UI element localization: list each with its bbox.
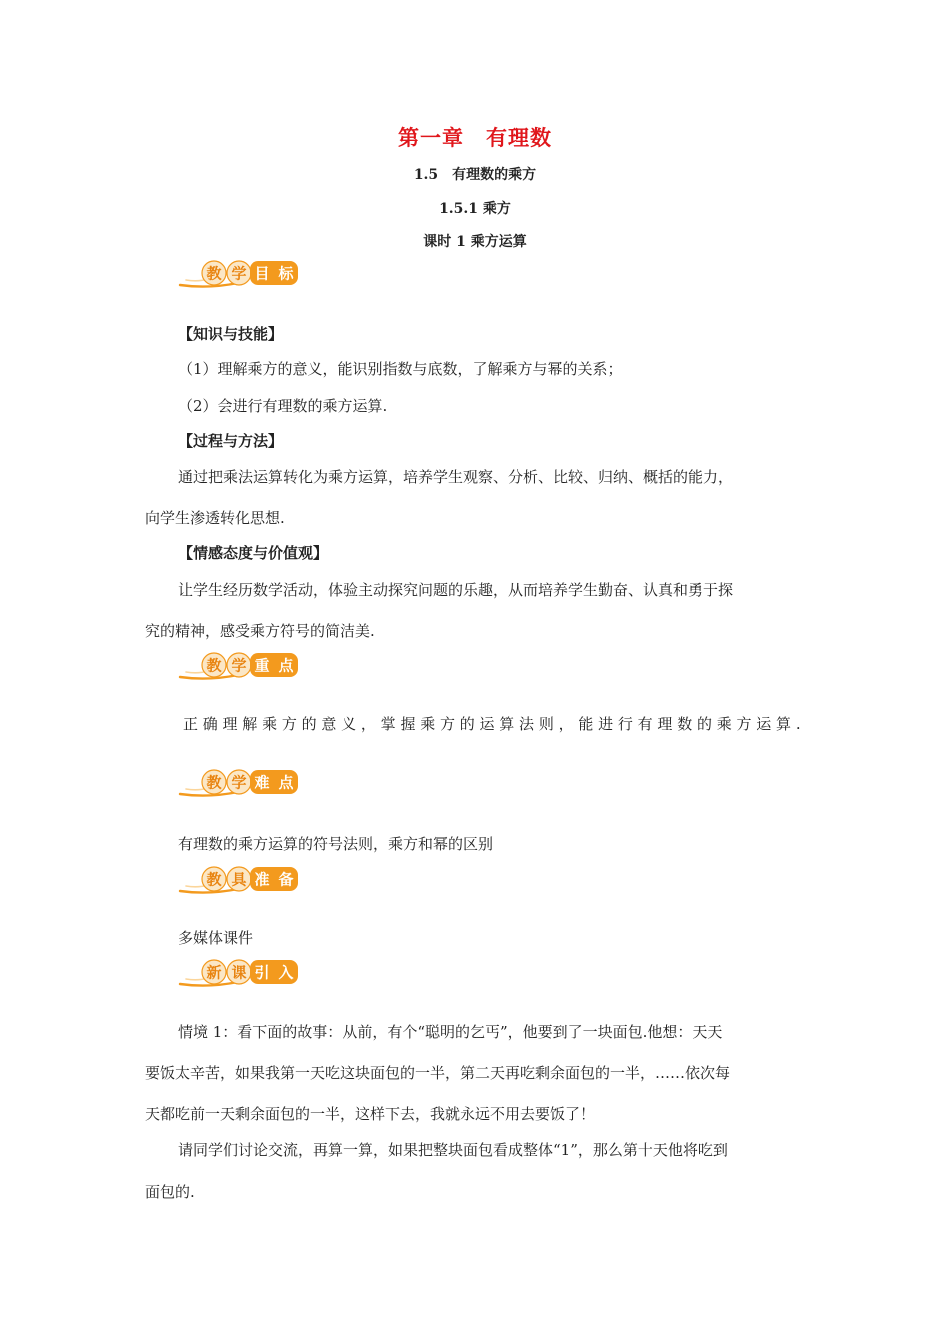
introduction-line-1: 情境 1：看下面的故事：从前，有个“聪明的乞丐”，他要到了一块面包.他想：天天 bbox=[178, 1023, 723, 1041]
introduction-line-4: 请同学们讨论交流，再算一算，如果把整块面包看成整体“1”，那么第十天他将吃到 bbox=[178, 1141, 728, 1159]
badge-teaching-materials bbox=[178, 864, 308, 896]
badge-char: 教 bbox=[206, 870, 222, 889]
badge-char: 入 bbox=[278, 963, 294, 982]
badge-char: 新 bbox=[206, 963, 222, 982]
badge-char: 难 bbox=[254, 773, 270, 792]
emotion-line-2: 究的精神，感受乘方符号的简洁美. bbox=[145, 622, 375, 640]
badge-swoosh-icon bbox=[178, 767, 308, 799]
badge-difficulties bbox=[178, 767, 308, 799]
emotion-line-1: 让学生经历数学活动，体验主动探究问题的乐趣，从而培养学生勤奋、认真和勇于探 bbox=[178, 581, 734, 599]
process-line-2: 向学生渗透转化思想. bbox=[145, 509, 285, 527]
knowledge-item-1: （1）理解乘方的意义，能识别指数与底数，了解乘方与幂的关系； bbox=[178, 360, 623, 378]
badge-char: 教 bbox=[206, 656, 222, 675]
difficulties-text: 有理数的乘方运算的符号法则，乘方和幂的区别 bbox=[178, 835, 494, 853]
badge-char: 教 bbox=[206, 773, 222, 792]
badge-char: 课 bbox=[231, 963, 247, 982]
introduction-line-2: 要饭太辛苦，如果我第一天吃这块面包的一半，第二天再吃剩余面包的一半，……依次每 bbox=[145, 1064, 731, 1082]
badge-char: 教 bbox=[206, 264, 222, 283]
subsection-title: 1.5.1 乘方 bbox=[439, 201, 511, 217]
knowledge-item-2: （2）会进行有理数的乘方运算. bbox=[178, 397, 388, 415]
process-method-heading: 【过程与方法】 bbox=[178, 432, 284, 450]
badge-char: 点 bbox=[278, 773, 294, 792]
badge-key-points bbox=[178, 650, 308, 682]
introduction-line-3: 天都吃前一天剩余面包的一半，这样下去，我就永远不用去要饭了！ bbox=[145, 1105, 596, 1123]
badge-char: 学 bbox=[231, 773, 247, 792]
badge-lesson-introduction bbox=[178, 957, 308, 989]
emotion-values-heading: 【情感态度与价值观】 bbox=[178, 544, 329, 562]
badge-swoosh-icon bbox=[178, 650, 308, 682]
badge-char: 学 bbox=[231, 264, 247, 283]
materials-text: 多媒体课件 bbox=[178, 929, 254, 947]
badge-swoosh-icon bbox=[178, 258, 308, 290]
chapter-title: 第一章 有理数 bbox=[398, 125, 552, 150]
badge-char: 备 bbox=[278, 870, 294, 889]
section-title: 1.5 有理数的乘方 bbox=[413, 167, 537, 183]
badge-char: 标 bbox=[278, 264, 294, 283]
badge-teaching-objectives bbox=[178, 258, 308, 290]
badge-char: 重 bbox=[254, 656, 270, 675]
badge-swoosh-icon bbox=[178, 957, 308, 989]
process-line-1: 通过把乘法运算转化为乘方运算，培养学生观察、分析、比较、归纳、概括的能力， bbox=[178, 468, 734, 486]
badge-char: 引 bbox=[254, 963, 270, 982]
badge-char: 具 bbox=[231, 870, 247, 889]
badge-char: 目 bbox=[254, 264, 270, 283]
badge-swoosh-icon bbox=[178, 864, 308, 896]
badge-char: 准 bbox=[254, 870, 270, 889]
introduction-line-5: 面包的. bbox=[145, 1183, 195, 1201]
key-points-text: 正 确 理 解 乘 方 的 意 义 ， 掌 握 乘 方 的 运 算 法 则 ， 能 进 行 有 理 数 的 乘 方 运 算 . bbox=[183, 715, 801, 733]
knowledge-skills-heading: 【知识与技能】 bbox=[178, 325, 284, 343]
lesson-title: 课时 1 乘方运算 bbox=[423, 234, 527, 250]
badge-char: 点 bbox=[278, 656, 294, 675]
badge-char: 学 bbox=[231, 656, 247, 675]
